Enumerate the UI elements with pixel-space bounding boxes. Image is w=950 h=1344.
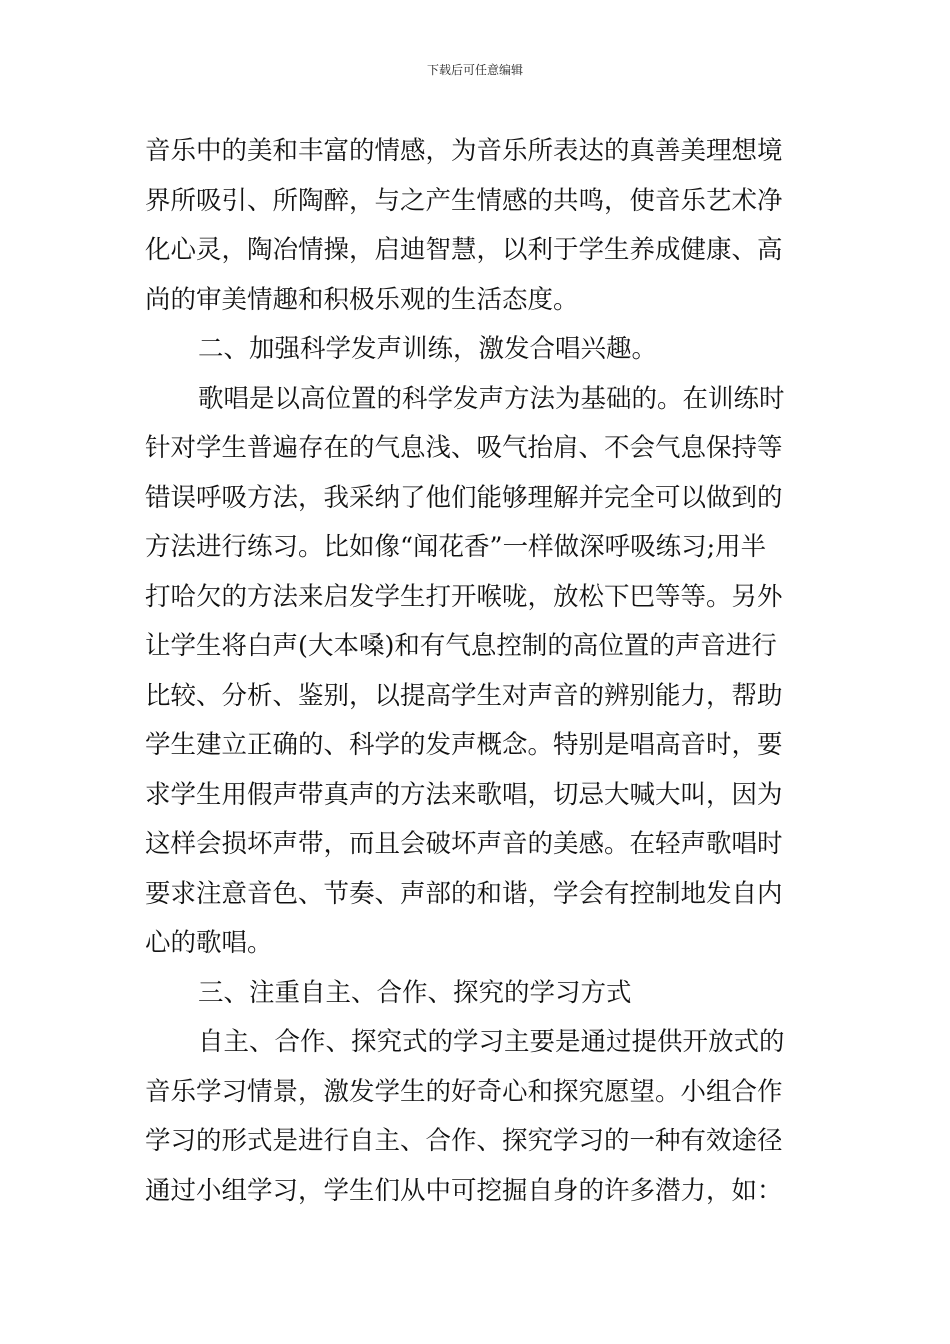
text-line: 学习的形式是进行自主、合作、探究学习的一种有效途径 [145, 1126, 783, 1156]
text-line: 音乐学习情景，激发学生的好奇心和探究愿望。小组合作 [145, 1076, 783, 1107]
text-line: 错误呼吸方法，我采纳了他们能够理解并完全可以做到的 [145, 482, 783, 513]
text-line: 心的歌唱。 [145, 928, 273, 958]
text-line: 让学生将白声(大本嗓)和有气息控制的高位置的声音进行 [145, 631, 777, 661]
text-line: 学生建立正确的、科学的发声概念。特别是唱高音时，要 [145, 730, 783, 760]
text-line: 界所吸引、所陶醉，与之产生情感的共鸣，使音乐艺术净 [145, 185, 783, 216]
text-line: 要求注意音色、节奏、声部的和谐，学会有控制地发自内 [145, 878, 783, 909]
text-line: 针对学生普遍存在的气息浅、吸气抬肩、不会气息保持等 [145, 433, 783, 463]
text-line: 方法进行练习。比如像“闻花香”一样做深呼吸练习;用半 [145, 532, 767, 562]
document-body [145, 127, 815, 1216]
text-line: 打哈欠的方法来启发学生打开喉咙，放松下巴等等。另外 [145, 581, 783, 612]
text-line: 自主、合作、探究式的学习主要是通过提供开放式的 [198, 1027, 785, 1057]
text-line: 比较、分析、鉴别，以提高学生对声音的辨别能力，帮助 [145, 680, 783, 711]
section-heading: 三、注重自主、合作、探究的学习方式 [198, 977, 632, 1008]
text-line: 歌唱是以高位置的科学发声方法为基础的。在训练时 [198, 383, 785, 414]
section-heading: 二、加强科学发声训练，激发合唱兴趣。 [198, 334, 658, 364]
page-header: 下载后可任意编辑 [426, 63, 523, 77]
text-line: 通过小组学习，学生们从中可挖掘自身的许多潜力，如： [145, 1175, 783, 1206]
text-line: 音乐中的美和丰富的情感，为音乐所表达的真善美理想境 [145, 136, 783, 166]
text-line: 化心灵，陶冶情操，启迪智慧，以利于学生养成健康、高 [145, 235, 783, 265]
text-line: 尚的审美情趣和积极乐观的生活态度。 [145, 284, 579, 315]
text-line: 这样会损坏声带，而且会破坏声音的美感。在轻声歌唱时 [145, 829, 783, 859]
text-line: 求学生用假声带真声的方法来歌唱，切忌大喊大叫，因为 [145, 779, 783, 810]
